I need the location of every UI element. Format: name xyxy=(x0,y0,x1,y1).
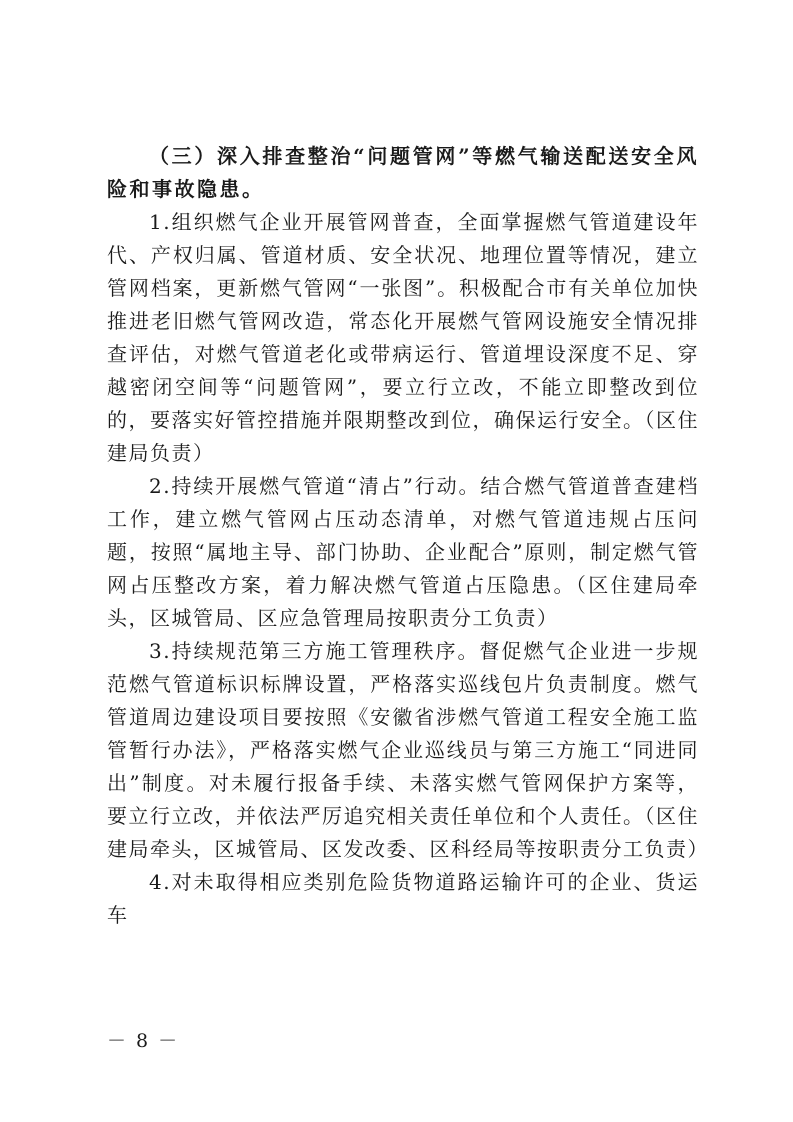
paragraph-4: 4.对未取得相应类别危险货物道路运输许可的企业、货运车 xyxy=(107,870,699,927)
paragraph-2: 2.持续开展燃气管道“清占”行动。结合燃气管道普查建档工作，建立燃气管网占压动态清单，对燃气管道违规占压问题，按照“属地主导、部门协助、企业配合”原则，制定燃气管网占压整改方案，着力解决燃气管道占压隐患。（区住建局牵头，区城管局、区应急管理局按职责分工负责） xyxy=(107,474,699,630)
paragraph-3: 3.持续规范第三方施工管理秩序。督促燃气企业进一步规范燃气管道标识标牌设置，严格落实巡线包片负责制度。燃气管道周边建设项目要按照《安徽省涉燃气管道工程安全施工监管暂行办法》，严格落实燃气企业巡线员与第三方施工“同进同出”制度。对未履行报备手续、未落实燃气管网保护方案等，要立行立改，并依法严厉追究相关责任单位和个人责任。（区住建局牵头，区城管局、区发改委、区科经局等按职责分工负责） xyxy=(107,639,709,861)
document-body xyxy=(107,140,709,932)
page-number: － 8 － xyxy=(107,1030,180,1052)
paragraph-1: 1.组织燃气企业开展管网普查，全面掌握燃气管道建设年代、产权归属、管道材质、安全状况、地理位置等情况，建立管网档案，更新燃气管网“一张图”。积极配合市有关单位加快推进老旧燃气管网改造，常态化开展燃气管网设施安全情况排查评估，对燃气管道老化或带病运行、管道埋设深度不足、穿越密闭空间等“问题管网”，要立行立改，不能立即整改到位的，要落实好管控措施并限期整改到位，确保运行安全。（区住建局负责） xyxy=(107,210,699,465)
section-heading: （三）深入排查整治“问题管网”等燃气输送配送安全风险和事故隐患。 xyxy=(107,144,699,201)
